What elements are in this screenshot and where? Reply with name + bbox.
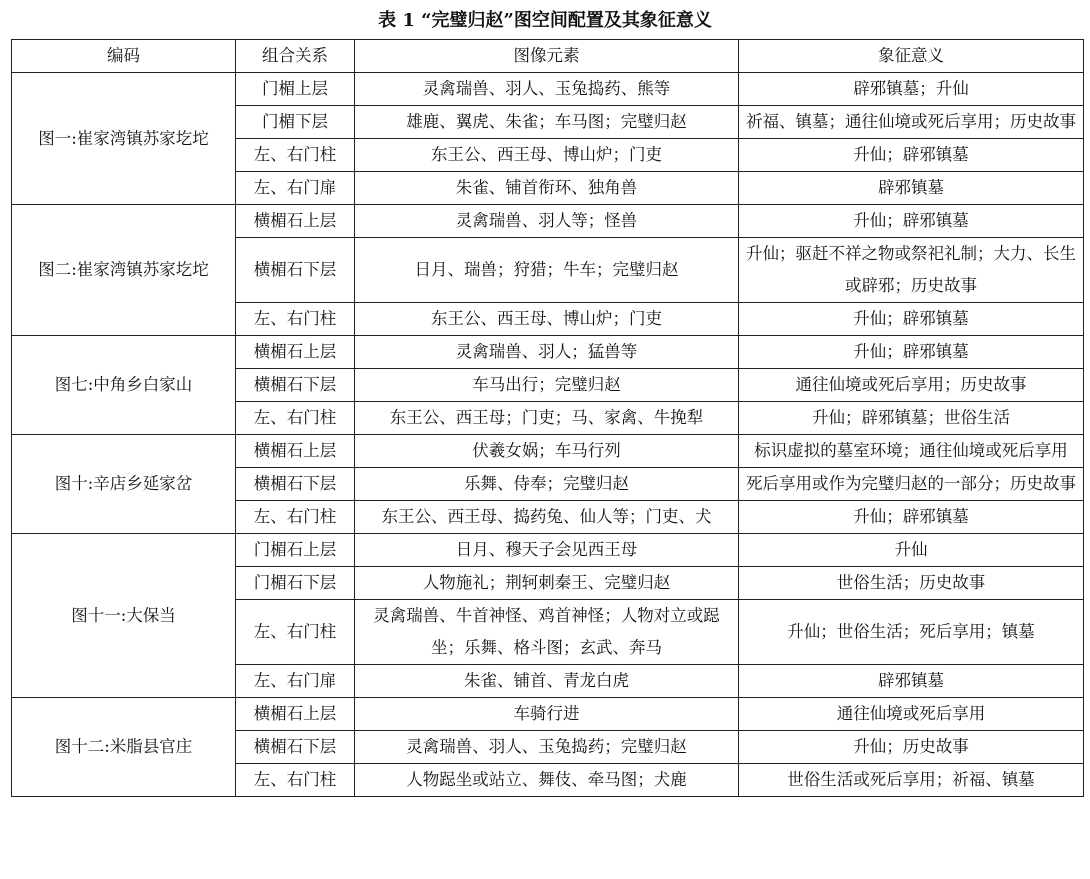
- elements-cell: 灵禽瑞兽、羽人等；怪兽: [355, 205, 739, 238]
- meaning-cell: 升仙；历史故事: [739, 731, 1084, 764]
- group-code-cell: 图七:中角乡白家山: [12, 336, 236, 435]
- meaning-cell: 辟邪镇墓: [739, 172, 1084, 205]
- elements-cell: 日月、穆天子会见西王母: [355, 534, 739, 567]
- meaning-cell: 升仙；辟邪镇墓: [739, 205, 1084, 238]
- table-row: [12, 698, 1084, 731]
- group-code-cell: 图十二:米脂县官庄: [12, 698, 236, 797]
- elements-cell: 灵禽瑞兽、羽人、玉兔捣药；完璧归赵: [355, 731, 739, 764]
- relation-cell: 左、右门柱: [236, 600, 355, 665]
- table-row: [12, 534, 1084, 567]
- relation-cell: 门楣下层: [236, 106, 355, 139]
- elements-cell: 乐舞、侍奉；完璧归赵: [355, 468, 739, 501]
- elements-cell: 朱雀、铺首衔环、独角兽: [355, 172, 739, 205]
- table-row: [12, 435, 1084, 468]
- elements-cell: 人物施礼；荆轲刺秦王、完璧归赵: [355, 567, 739, 600]
- relation-cell: 横楣石上层: [236, 435, 355, 468]
- header-relation: 组合关系: [236, 40, 355, 73]
- meaning-cell: 通往仙境或死后享用: [739, 698, 1084, 731]
- meaning-cell: 升仙；世俗生活；死后享用；镇墓: [739, 600, 1084, 665]
- group-code-cell: 图十一:大保当: [12, 534, 236, 698]
- meaning-cell: 世俗生活或死后享用；祈福、镇墓: [739, 764, 1084, 797]
- header-row: [12, 40, 1084, 73]
- elements-cell: 日月、瑞兽；狩猎；牛车；完璧归赵: [355, 238, 739, 303]
- elements-cell: 雄鹿、翼虎、朱雀；车马图；完璧归赵: [355, 106, 739, 139]
- meaning-cell: 辟邪镇墓；升仙: [739, 73, 1084, 106]
- relation-cell: 左、右门柱: [236, 139, 355, 172]
- relation-cell: 左、右门扉: [236, 172, 355, 205]
- relation-cell: 横楣石下层: [236, 238, 355, 303]
- header-meaning: 象征意义: [739, 40, 1084, 73]
- relation-cell: 横楣石下层: [236, 369, 355, 402]
- elements-cell: 东王公、西王母；门吏；马、家禽、牛挽犁: [355, 402, 739, 435]
- data-table: [11, 39, 1084, 797]
- relation-cell: 左、右门柱: [236, 501, 355, 534]
- meaning-cell: 死后享用或作为完璧归赵的一部分；历史故事: [739, 468, 1084, 501]
- meaning-cell: 升仙；辟邪镇墓: [739, 139, 1084, 172]
- table-row: [12, 205, 1084, 238]
- relation-cell: 横楣石下层: [236, 468, 355, 501]
- elements-cell: 伏羲女娲；车马行列: [355, 435, 739, 468]
- meaning-cell: 升仙；辟邪镇墓: [739, 501, 1084, 534]
- elements-cell: 灵禽瑞兽、羽人、玉兔捣药、熊等: [355, 73, 739, 106]
- elements-cell: 东王公、西王母、博山炉；门吏: [355, 303, 739, 336]
- elements-cell: 东王公、西王母、博山炉；门吏: [355, 139, 739, 172]
- elements-cell: 灵禽瑞兽、牛首神怪、鸡首神怪；人物对立或跽坐；乐舞、格斗图；玄武、奔马: [355, 600, 739, 665]
- table-title: 表 1 “完璧归赵”图空间配置及其象征意义: [378, 10, 712, 31]
- meaning-cell: 世俗生活；历史故事: [739, 567, 1084, 600]
- meaning-cell: 祈福、镇墓；通往仙境或死后享用；历史故事: [739, 106, 1084, 139]
- elements-cell: 东王公、西王母、捣药兔、仙人等；门吏、犬: [355, 501, 739, 534]
- group-code-cell: 图二:崔家湾镇苏家圪坨: [12, 205, 236, 336]
- relation-cell: 门楣上层: [236, 73, 355, 106]
- meaning-cell: 升仙；辟邪镇墓；世俗生活: [739, 402, 1084, 435]
- elements-cell: 人物跽坐或站立、舞伎、牵马图；犬鹿: [355, 764, 739, 797]
- relation-cell: 门楣石下层: [236, 567, 355, 600]
- relation-cell: 左、右门柱: [236, 303, 355, 336]
- table-row: [12, 73, 1084, 106]
- relation-cell: 横楣石上层: [236, 336, 355, 369]
- table-row: [12, 336, 1084, 369]
- elements-cell: 车马出行；完璧归赵: [355, 369, 739, 402]
- group-code-cell: 图一:崔家湾镇苏家圪坨: [12, 73, 236, 205]
- relation-cell: 左、右门柱: [236, 402, 355, 435]
- header-elements: 图像元素: [355, 40, 739, 73]
- meaning-cell: 通往仙境或死后享用；历史故事: [739, 369, 1084, 402]
- meaning-cell: 升仙；驱赶不祥之物或祭祀礼制；大力、长生或辟邪；历史故事: [739, 238, 1084, 303]
- header-code: 编码: [12, 40, 236, 73]
- relation-cell: 门楣石上层: [236, 534, 355, 567]
- relation-cell: 横楣石下层: [236, 731, 355, 764]
- elements-cell: 朱雀、铺首、青龙白虎: [355, 665, 739, 698]
- relation-cell: 左、右门扉: [236, 665, 355, 698]
- relation-cell: 横楣石上层: [236, 698, 355, 731]
- group-code-cell: 图十:辛店乡延家岔: [12, 435, 236, 534]
- meaning-cell: 升仙；辟邪镇墓: [739, 336, 1084, 369]
- relation-cell: 横楣石上层: [236, 205, 355, 238]
- meaning-cell: 升仙: [739, 534, 1084, 567]
- elements-cell: 车骑行进: [355, 698, 739, 731]
- meaning-cell: 辟邪镇墓: [739, 665, 1084, 698]
- meaning-cell: 标识虚拟的墓室环境；通往仙境或死后享用: [739, 435, 1084, 468]
- relation-cell: 左、右门柱: [236, 764, 355, 797]
- elements-cell: 灵禽瑞兽、羽人；猛兽等: [355, 336, 739, 369]
- meaning-cell: 升仙；辟邪镇墓: [739, 303, 1084, 336]
